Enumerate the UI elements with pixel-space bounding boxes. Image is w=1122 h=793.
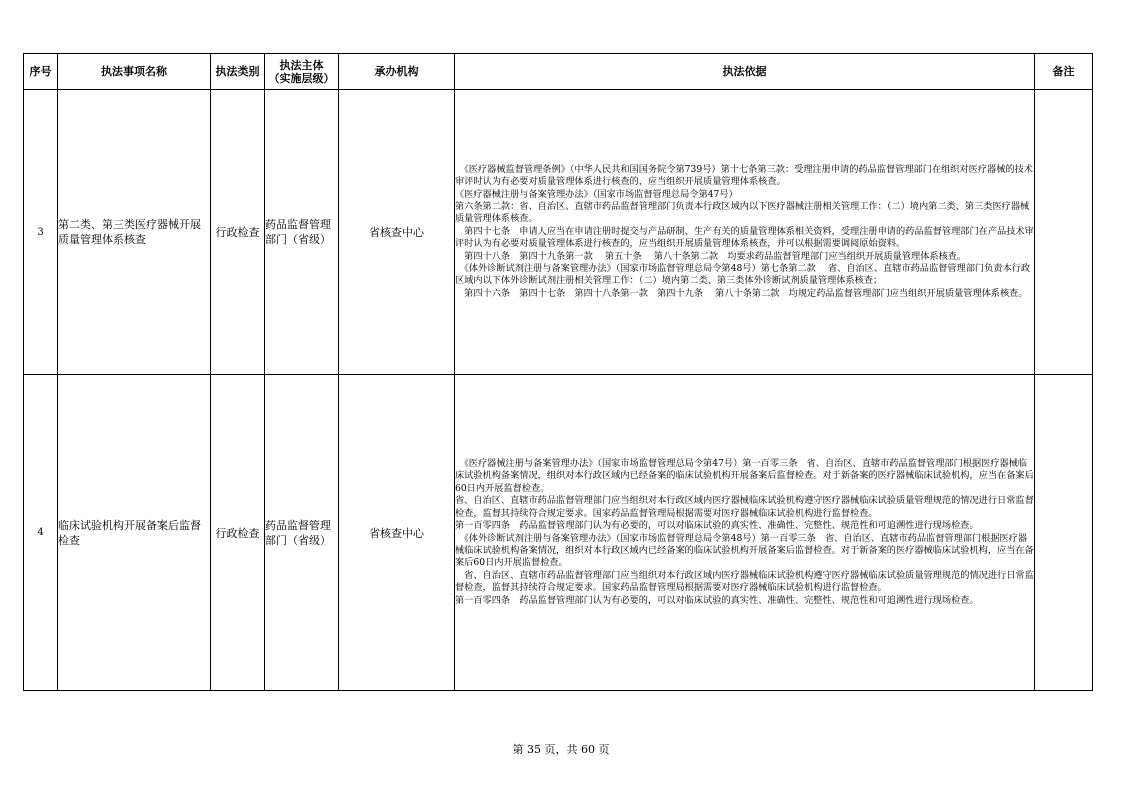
row-subject: 药品监督管理部门（省级） [265,90,339,375]
row-no: 4 [24,375,58,691]
header-org: 承办机构 [339,54,455,90]
table-row [24,375,1093,691]
header-remark: 备注 [1035,54,1093,90]
basis-line: 《医疗器械注册与备案管理办法》（国家市场监督管理总局令第47号） [455,188,738,200]
basis-line: 第四十六条 第四十七条 第四十八条第一款 第四十九条 第八十条第二款 均规定药品监督管理部门应当组织开展质量管理体系核查。 [455,287,1028,299]
basis-line: 省、自治区、直辖市药品监督管理部门应当组织对本行政区域内医疗器械临床试验机构遵守医疗器械临床试验质量管理规范的情况进行日常监督检查，监督其持续符合规定要求。国家药品监督管理局根据需要对医疗器械临床试验机构进行监督检查。 [455,495,1034,519]
header-name: 执法事项名称 [58,54,211,90]
header-row [24,54,1093,90]
basis-line: 《体外诊断试剂注册与备案管理办法》（国家市场监督管理总局令第48号）第七条第二款 省、自治区、直辖市药品监督管理部门负责本行政区域内以下体外诊断试剂注册相关管理工作：（二）境内第二类、第三类体外诊断试剂质量管理体系核查； [455,263,1031,287]
row-subject: 药品监督管理部门（省级） [265,375,339,691]
page-number: 第 35 页，共 60 页 [512,743,610,756]
basis-line: 省、自治区、直辖市药品监督管理部门应当组织对本行政区域内医疗器械临床试验机构遵守医疗器械临床试验质量管理规范的情况进行日常监督检查，监督其持续符合规定要求。国家药品监督管理局根据需要对医疗器械临床试验机构进行监督检查。 [455,569,1034,594]
header-subject-line1: 执法主体 [279,58,324,72]
row-name: 临床试验机构开展备案后监督检查 [58,375,211,691]
row-no: 3 [24,90,58,375]
row-category: 行政检查 [211,90,265,375]
row-org: 省核查中心 [339,90,455,375]
enforcement-table [23,53,1093,691]
row-org: 省核查中心 [339,375,455,691]
row-remark [1035,90,1093,375]
basis-line: 《医疗器械注册与备案管理办法》（国家市场监督管理总局令第47号）第一百零三条 省、自治区、直辖市药品监督管理部门根据医疗器械临床试验机构备案情况，组织对本行政区域内已经备案的临床试验机构开展备案后监督检查。对于新备案的医疗器械临床试验机构，应当在备案后60日内开展监督检查。 [455,458,1034,494]
header-subject [265,54,339,90]
basis-line: 第一百零四条 药品监督管理部门认为有必要的，可以对临床试验的真实性、准确性、完整性、规范性和可追溯性进行现场检查。 [455,594,979,606]
basis-line: 第一百零四条 药品监督管理部门认为有必要的，可以对临床试验的真实性、准确性、完整性、规范性和可追溯性进行现场检查。 [455,520,979,532]
basis-line: 第四十七条 申请人应当在申请注册时提交与产品研制、生产有关的质量管理体系相关资料，受理注册申请的药品监督管理部门在产品技术审评时认为有必要对质量管理体系进行核查的，应当组织开展质量管理体系核查，并可以根据需要调阅原始资料。 [455,225,1034,250]
header-basis: 执法依据 [455,54,1035,90]
row-basis [455,375,1035,691]
table-row [24,90,1093,375]
basis-line: 第六条第二款：省、自治区、直辖市药品监督管理部门负责本行政区域内以下医疗器械注册相关管理工作：（二）境内第二类、第三类医疗器械质量管理体系核查。 [455,200,1030,225]
basis-line: 第四十八条 第四十九条第一款 第五十条 第八十条第二款 均要求药品监督管理部门应当组织开展质量管理体系核查。 [455,250,967,262]
row-category: 行政检查 [211,375,265,691]
row-remark [1035,375,1093,691]
basis-line: 《医疗器械监督管理条例》（中华人民共和国国务院令第739号）第十七条第三款：受理注册申请的药品监督管理部门在组织对医疗器械的技术审评时认为有必要对质量管理体系进行核查的，应当组织开展质量管理体系核查。 [455,163,1033,188]
row-name: 第二类、第三类医疗器械开展质量管理体系核查 [58,90,211,375]
header-subject-line2: （实施层级） [268,71,335,85]
row-basis [455,90,1035,375]
header-category: 执法类别 [211,54,265,90]
header-no: 序号 [24,54,58,90]
basis-line: 《体外诊断试剂注册与备案管理办法》（国家市场监督管理总局令第48号）第一百零三条 省、自治区、直辖市药品监督管理部门根据医疗器械临床试验机构备案情况，组织对本行政区域内已经备案的临床试验机构开展备案后监督检查。对于新备案的医疗器械临床试验机构，应当在备案后60日内开展监督检查。 [455,532,1034,569]
